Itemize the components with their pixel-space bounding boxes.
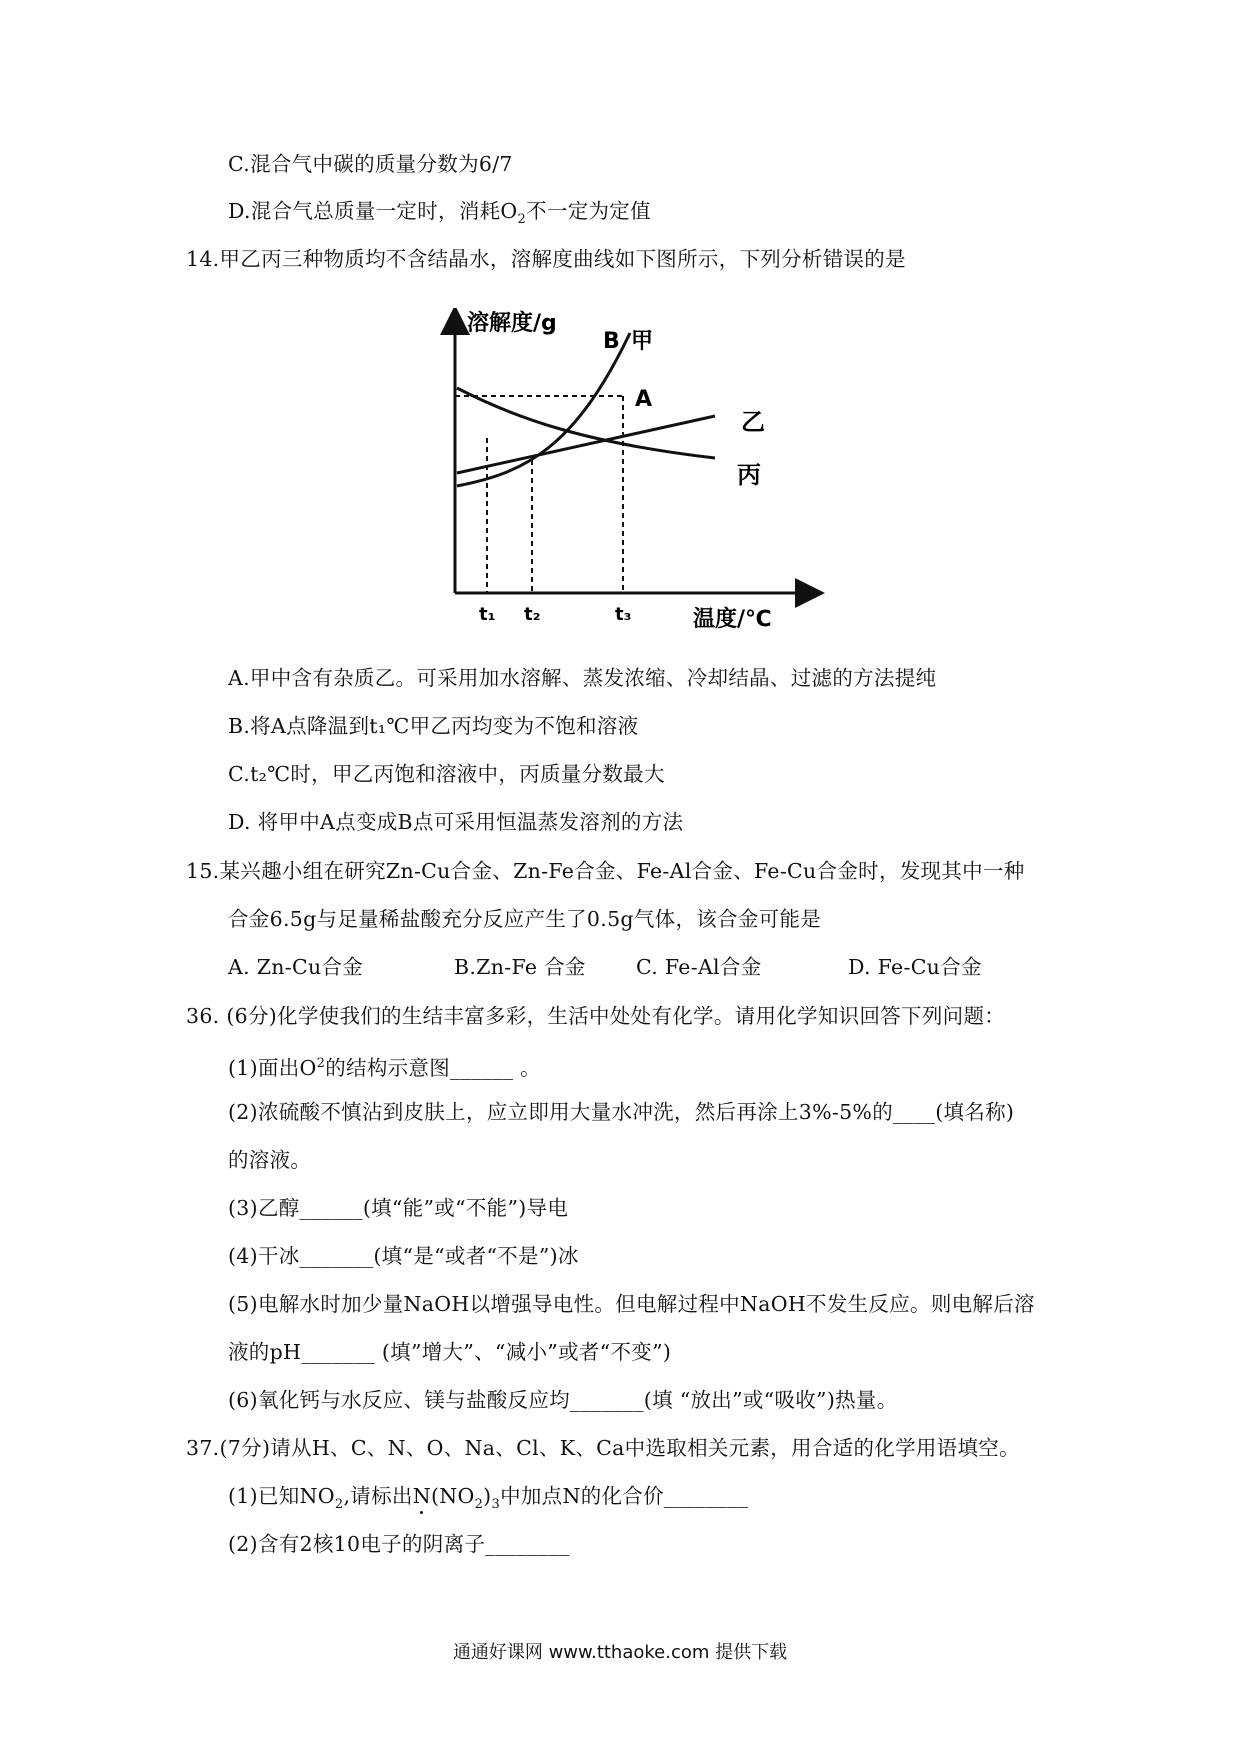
curve-jia [457,333,630,486]
tick-t1: t₁ [479,604,496,625]
q15-option-a: A. Zn-Cu合金 [228,955,364,979]
q37-stem: 37.(7分)请从H、C、N、O、Na、Cl、K、Ca中选取相关元素，用合适的化学用语填空。 [186,1436,1020,1460]
ylabel: 溶解度/g [467,311,557,336]
q15-option-d: D. Fe-Cu合金 [848,955,982,979]
q15-option-b: B.Zn-Fe 合金 [454,955,586,979]
curve-yi [457,416,715,473]
q36-part3: (3)乙醇______(填“能”或“不能”)导电 [228,1196,569,1220]
q13-option-d [228,197,651,234]
q14-option-c: C.t₂℃时，甲乙丙饱和溶液中，丙质量分数最大 [228,762,665,786]
q13-option-d-text: D.混合气总质量一定时，消耗O [228,199,518,223]
q37-part1-sub3: 3 [491,1497,501,1513]
q37-part1-sub2: 2 [474,1497,484,1513]
label-bing: 丙 [737,461,761,489]
q14-option-a: A.甲中含有杂质乙。可采用加水溶解、蒸发浓缩、冷却结晶、过滤的方法提纯 [228,666,937,690]
q37-part1-text4: ) [483,1484,492,1508]
xlabel: 温度/℃ [693,607,772,632]
q13-option-d-sub: 2 [517,212,527,228]
q14-stem: 14.甲乙丙三种物质均不含结晶水，溶解度曲线如下图所示，下列分析错误的是 [186,247,906,271]
q37-dotted-n: N [412,1484,431,1508]
q36-part1-sup: 2 [316,1056,326,1071]
q15-option-c: C. Fe-Al合金 [636,955,762,979]
q37-part1-text: (1)已知NO [228,1484,335,1508]
label-yi: 乙 [741,408,765,436]
q36-stem: 36. (6分)化学使我们的生结丰富多彩，生活中处处有化学。请用化学知识回答下列问题： [186,1004,1006,1028]
q36-part2-line1: (2)浓硫酸不慎沾到皮肤上，应立即用大量水冲洗，然后再涂上3%-5%的____(填名称) [228,1100,1015,1124]
q15-stem-line1: 15.某兴趣小组在研究Zn-Cu合金、Zn-Fe合金、Fe-Al合金、Fe-Cu合金时，发现其中一种 [186,859,1025,883]
curve-bing [457,388,715,458]
q36-part6: (6)氧化钙与水反应、镁与盐酸反应均_______(填 “放出”或“吸收”)热量。 [228,1388,898,1412]
q13-option-d-text-end: 不一定为定值 [526,199,651,223]
label-jia: 甲 [631,329,654,354]
q36-part1-text-end: 的结构示意图______ 。 [325,1055,541,1080]
q36-part1 [228,1050,541,1082]
q15-stem-line2: 合金6.5g与足量稀盐酸充分反应产生了0.5g气体，该合金可能是 [228,907,822,931]
q37-part1-text2: ,请标出 [343,1484,413,1508]
q36-part2-line2: 的溶液。 [228,1148,312,1172]
label-point-a: A [635,387,653,412]
q37-part1 [228,1482,748,1519]
q36-part1-text: (1)面出O [228,1055,317,1080]
q14-option-b: B.将A点降温到t₁℃甲乙丙均变为不饱和溶液 [228,714,639,738]
tick-t3: t₃ [615,604,632,625]
q37-part1-text-end: 中加点N的化合价________ [500,1484,749,1508]
label-point-b: B [603,329,620,354]
q36-part5-line1: (5)电解水时加少量NaOH以增强导电性。但电解过程中NaOH不发生反应。则电解后溶 [228,1292,1035,1316]
page-footer: 通通好课网 www.tthaoke.com 提供下载 [452,1642,788,1663]
q37-part2: (2)含有2核10电子的阴离子________ [228,1532,570,1556]
q37-part1-text3: (NO [430,1484,475,1508]
q36-part4: (4)干冰_______(填“是“或者“不是”)冰 [228,1244,579,1268]
solubility-figure [435,308,835,638]
q36-part5-line2: 液的pH_______ (填”增大”、“减小”或者“不变”) [228,1340,672,1364]
q13-option-c: C.混合气中碳的质量分数为6/7 [228,152,513,176]
solubility-chart [435,308,835,638]
tick-t2: t₂ [524,604,541,625]
q14-option-d: D. 将甲中A点变成B点可采用恒温蒸发溶剂的方法 [228,810,684,834]
q37-part1-sub1: 2 [334,1497,344,1513]
